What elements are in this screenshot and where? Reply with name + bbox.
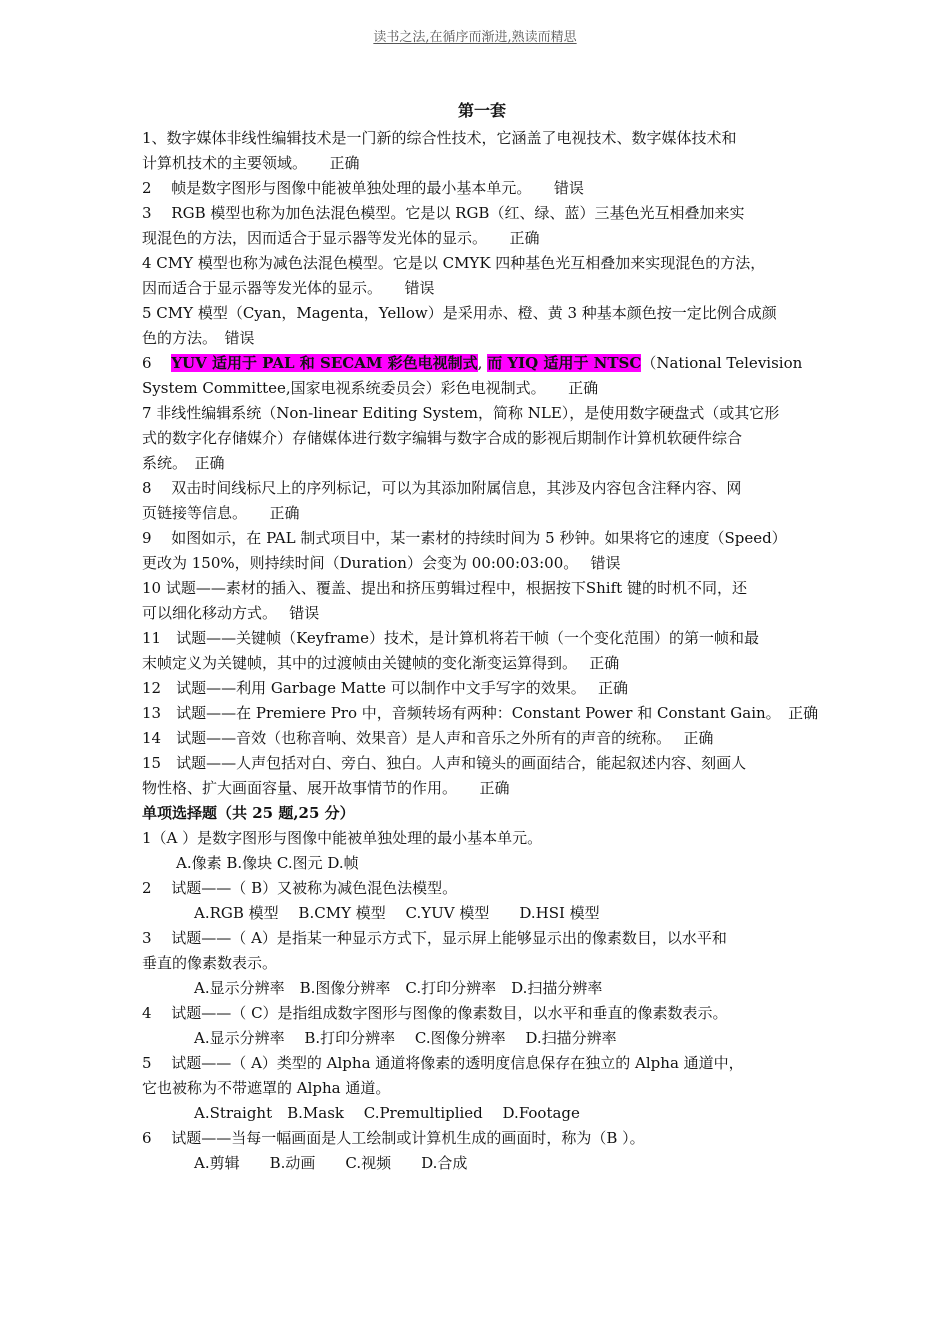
tf-item	[142, 201, 822, 251]
tf-line: 物性格、扩大画面容量、展开故事情节的作用。 正确	[142, 779, 510, 797]
mc-options-line: A.RGB 模型 B.CMY 模型 C.YUV 模型 D.HSI 模型	[194, 904, 600, 922]
tf-line: 页链接等信息。 正确	[142, 504, 300, 522]
true-false-list	[142, 126, 822, 801]
document-body	[142, 98, 822, 1176]
multiple-choice-list	[142, 826, 822, 1176]
tf-line: 10 试题——素材的插入、覆盖、提出和挤压剪辑过程中，根据按下Shift 键的时机不同，还	[142, 579, 747, 597]
tf-line: System Committee,国家电视系统委员会）彩色电视制式。 正确	[142, 379, 599, 397]
mc-item	[142, 926, 822, 1001]
tf-item	[142, 676, 822, 701]
mc-options-line: A.显示分辨率 B.图像分辨率 C.打印分辨率 D.扫描分辨率	[194, 979, 603, 997]
tf-line: 更改为 150%，则持续时间（Duration）会变为 00:00:03:00。 错误	[142, 554, 621, 572]
tf-line: 可以细化移动方式。 错误	[142, 604, 320, 622]
tf-item	[142, 701, 822, 726]
tf-line: 15 试题——人声包括对白、旁白、独白。人声和镜头的画面结合，能起叙述内容、刻画人	[142, 754, 747, 772]
mc-question-line: 2 试题——（ B）又被称为减色混色法模型。	[142, 879, 458, 897]
tf-line: 2 帧是数字图形与图像中能被单独处理的最小基本单元。 错误	[142, 179, 584, 197]
tf-line: 1、数字媒体非线性编辑技术是一门新的综合性技术，它涵盖了电视技术、数字媒体技术和	[142, 129, 737, 147]
tf-line: 13 试题——在 Premiere Pro 中，音频转场有两种：Constant Power 和 Constant Gain。 正确	[142, 704, 819, 722]
highlighted-text: YUV 适用于 PAL 和 SECAM 彩色电视制式	[171, 354, 478, 372]
mc-item	[142, 1051, 822, 1126]
tf-text: （National Television	[641, 354, 803, 372]
tf-line: 11 试题——关键帧（Keyframe）技术，是计算机将若干帧（一个变化范围）的第一帧和最	[142, 629, 760, 647]
tf-line: 色的方法。 错误	[142, 329, 255, 347]
mc-question-line: 1（A ）是数字图形与图像中能被单独处理的最小基本单元。	[142, 829, 543, 847]
tf-line: 5 CMY 模型（Cyan，Magenta，Yellow）是采用赤、橙、黄 3 种基本颜色按一定比例合成颜	[142, 304, 777, 322]
mc-question-line: 5 试题——（ A）类型的 Alpha 通道将像素的透明度信息保存在独立的 Alpha 通道中，	[142, 1054, 744, 1072]
mc-question-line: 6 试题——当每一幅画面是人工绘制或计算机生成的画面时，称为（B ）。	[142, 1129, 645, 1147]
tf-item	[142, 351, 822, 401]
tf-line: 14 试题——音效（也称音响、效果音）是人声和音乐之外所有的声音的统称。 正确	[142, 729, 714, 747]
tf-line: 因而适合于显示器等发光体的显示。 错误	[142, 279, 435, 297]
mc-question-line: 垂直的像素数表示。	[142, 954, 278, 972]
mc-options-line: A.Straight B.Mask C.Premultiplied D.Footage	[194, 1104, 580, 1122]
tf-line: 12 试题——利用 Garbage Matte 可以制作中文手写字的效果。 正确	[142, 679, 629, 697]
section-heading: 单项选择题（共 25 题,25 分）	[142, 804, 355, 822]
tf-item	[142, 526, 822, 576]
tf-line: 末帧定义为关键帧，其中的过渡帧由关键帧的变化渐变运算得到。 正确	[142, 654, 620, 672]
tf-line: 7 非线性编辑系统（Non-linear Editing System，简称 NLE），是使用数字硬盘式（或其它形	[142, 404, 780, 422]
mc-item	[142, 1126, 822, 1176]
tf-line: 9 如图如示，在 PAL 制式项目中，某一素材的持续时间为 5 秒钟。如果将它的速度（Speed）	[142, 529, 787, 547]
page-header	[0, 26, 950, 45]
mc-question-line: 它也被称为不带遮罩的 Alpha 通道。	[142, 1079, 391, 1097]
tf-item	[142, 401, 822, 476]
mc-question-line: 3 试题——（ A）是指某一种显示方式下，显示屏上能够显示出的像素数目，以水平和	[142, 929, 727, 947]
tf-line: 3 RGB 模型也称为加色法混色模型。它是以 RGB（红、绿、蓝）三基色光互相叠加来实	[142, 204, 745, 222]
tf-line: 现混色的方法，因而适合于显示器等发光体的显示。 正确	[142, 229, 540, 247]
tf-line	[142, 351, 822, 376]
header-text: 读书之法,在循序而渐进,熟读而精思	[373, 30, 577, 45]
tf-item	[142, 576, 822, 626]
tf-line: 式的数字化存储媒介）存储媒体进行数字编辑与数字合成的影视后期制作计算机软硬件综合	[142, 429, 743, 447]
tf-line: 系统。 正确	[142, 454, 225, 472]
tf-text: 6	[142, 354, 172, 372]
tf-line: 计算机技术的主要领域。 正确	[142, 154, 360, 172]
tf-item	[142, 626, 822, 676]
mc-options-line: A.像素 B.像块 C.图元 D.帧	[176, 854, 359, 872]
mc-options-line: A.显示分辨率 B.打印分辨率 C.图像分辨率 D.扫描分辨率	[194, 1029, 617, 1047]
tf-item	[142, 126, 822, 176]
tf-line: 4 CMY 模型也称为减色法混色模型。它是以 CMYK 四种基色光互相叠加来实现混色的方法，	[142, 254, 766, 272]
mc-options-line: A.剪辑 B.动画 C.视频 D.合成	[194, 1154, 468, 1172]
tf-item	[142, 726, 822, 751]
tf-item	[142, 476, 822, 526]
tf-line: 8 双击时间线标尺上的序列标记，可以为其添加附属信息，其涉及内容包含注释内容、网	[142, 479, 742, 497]
document-title: 第一套	[457, 101, 506, 120]
mc-item	[142, 1001, 822, 1051]
mc-item	[142, 876, 822, 926]
tf-item	[142, 251, 822, 301]
mc-question-line: 4 试题——（ C）是指组成数字图形与图像的像素数目，以水平和垂直的像素数表示。	[142, 1004, 728, 1022]
tf-item	[142, 751, 822, 801]
tf-text: ,	[477, 354, 488, 372]
tf-item	[142, 176, 822, 201]
highlighted-text: 而 YIQ 适用于 NTSC	[487, 354, 642, 372]
tf-item	[142, 301, 822, 351]
mc-item	[142, 826, 822, 876]
